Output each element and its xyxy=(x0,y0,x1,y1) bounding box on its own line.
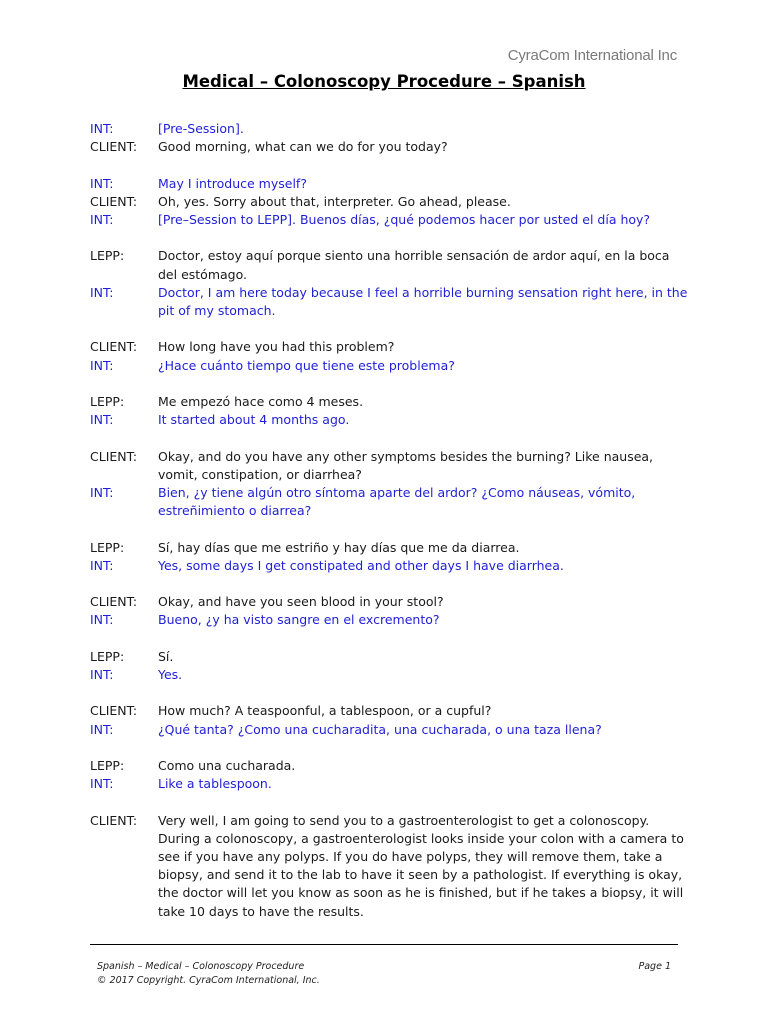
dialogue-group xyxy=(90,593,690,629)
dialogue-line xyxy=(90,120,690,138)
dialogue-line xyxy=(90,393,690,411)
dialogue-line xyxy=(90,484,690,520)
speaker-label: INT: xyxy=(90,412,114,428)
utterance-text: Me empezó hace como 4 meses. xyxy=(158,393,364,409)
dialogue-group xyxy=(90,757,690,793)
dialogue-line xyxy=(90,357,690,375)
dialogue-line xyxy=(90,757,690,775)
utterance-text: It started about 4 months ago. xyxy=(158,412,350,428)
dialogue-line xyxy=(90,702,690,720)
dialogue-line xyxy=(90,721,690,739)
speaker-label: LEPP: xyxy=(90,539,125,555)
utterance-text: ¿Hace cuánto tiempo que tiene este problema? xyxy=(158,357,455,373)
speaker-label: CLIENT: xyxy=(90,594,138,610)
dialogue-line xyxy=(90,193,690,211)
utterance-text: Doctor, I am here today because I feel a horrible burning sensation right here, in the pit of my stomach. xyxy=(158,284,688,318)
speaker-label: INT: xyxy=(90,284,114,300)
dialogue-line xyxy=(90,666,690,684)
dialogue-line xyxy=(90,812,690,921)
utterance-text: How much? A teaspoonful, a tablespoon, or a cupful? xyxy=(158,703,492,719)
utterance-text: Okay, and have you seen blood in your stool? xyxy=(158,594,444,610)
speaker-label: INT: xyxy=(90,484,114,500)
footer-page-number: Page 1 xyxy=(638,961,671,972)
transcript xyxy=(90,120,690,939)
speaker-label: LEPP: xyxy=(90,757,125,773)
utterance-text: Okay, and do you have any other symptoms besides the burning? Like nausea, vomit, constipation, or diarrhea? xyxy=(158,448,654,482)
dialogue-group xyxy=(90,702,690,738)
page-footer xyxy=(97,960,671,988)
dialogue-line xyxy=(90,284,690,320)
dialogue-line xyxy=(90,775,690,793)
utterance-text: Sí. xyxy=(158,648,174,664)
speaker-label: CLIENT: xyxy=(90,139,138,155)
dialogue-line xyxy=(90,611,690,629)
dialogue-line xyxy=(90,448,690,484)
dialogue-group xyxy=(90,247,690,320)
speaker-label: INT: xyxy=(90,357,114,373)
dialogue-group xyxy=(90,448,690,521)
utterance-text: Yes, some days I get constipated and other days I have diarrhea. xyxy=(158,557,564,573)
speaker-label: CLIENT: xyxy=(90,193,138,209)
speaker-label: INT: xyxy=(90,212,114,227)
dialogue-group xyxy=(90,120,690,156)
dialogue-group xyxy=(90,175,690,230)
footer-divider xyxy=(90,944,678,945)
dialogue-group xyxy=(90,393,690,429)
dialogue-line xyxy=(90,411,690,429)
speaker-label: INT: xyxy=(90,666,114,682)
utterance-text: Oh, yes. Sorry about that, interpreter. Go ahead, please. xyxy=(158,193,511,209)
dialogue-line xyxy=(90,175,690,193)
utterance-text: [Pre-Session]. xyxy=(158,121,244,136)
utterance-text: Bueno, ¿y ha visto sangre en el excremento? xyxy=(158,612,440,628)
dialogue-line xyxy=(90,138,690,156)
speaker-label: CLIENT: xyxy=(90,703,138,719)
dialogue-group xyxy=(90,539,690,575)
utterance-text: How long have you had this problem? xyxy=(158,339,395,355)
speaker-label: LEPP: xyxy=(90,648,125,664)
utterance-text: Yes. xyxy=(158,666,183,682)
utterance-text: [Pre–Session to LEPP]. Buenos días, ¿qué podemos hacer por usted el día hoy? xyxy=(158,212,651,227)
speaker-label: INT: xyxy=(90,612,114,628)
utterance-text: Como una cucharada. xyxy=(158,757,296,773)
dialogue-line xyxy=(90,648,690,666)
speaker-label: INT: xyxy=(90,121,114,136)
company-brand: CyraCom International Inc xyxy=(507,47,677,64)
utterance-text: ¿Qué tanta? ¿Como una cucharadita, una cucharada, o una taza llena? xyxy=(158,721,602,737)
speaker-label: CLIENT: xyxy=(90,812,138,828)
utterance-text: Bien, ¿y tiene algún otro síntoma aparte del ardor? ¿Como náuseas, vómito, estreñimiento o diarrea? xyxy=(158,484,636,519)
utterance-text: Like a tablespoon. xyxy=(158,776,272,792)
speaker-label: INT: xyxy=(90,175,114,191)
utterance-text: Good morning, what can we do for you today? xyxy=(158,139,448,155)
utterance-text: Doctor, estoy aquí porque siento una horrible sensación de ardor aquí, en la boca del estómago. xyxy=(158,248,670,282)
dialogue-line xyxy=(90,593,690,611)
dialogue-group xyxy=(90,338,690,374)
utterance-text: Sí, hay días que me estriño y hay días que me da diarrea. xyxy=(158,539,520,555)
speaker-label: INT: xyxy=(90,557,114,573)
dialogue-line xyxy=(90,211,690,229)
utterance-text: May I introduce myself? xyxy=(158,175,307,191)
speaker-label: INT: xyxy=(90,721,114,737)
footer-copyright: © 2017 Copyright. CyraCom International, Inc. xyxy=(97,975,320,986)
dialogue-line xyxy=(90,539,690,557)
dialogue-line xyxy=(90,557,690,575)
speaker-label: LEPP: xyxy=(90,393,125,409)
speaker-label: CLIENT: xyxy=(90,448,138,464)
speaker-label: LEPP: xyxy=(90,248,125,264)
dialogue-line xyxy=(90,247,690,283)
dialogue-group xyxy=(90,812,690,921)
document-title: Medical – Colonoscopy Procedure – Spanish xyxy=(182,72,586,91)
dialogue-group xyxy=(90,648,690,684)
speaker-label: INT: xyxy=(90,776,114,792)
dialogue-line xyxy=(90,338,690,356)
speaker-label: CLIENT: xyxy=(90,339,138,355)
footer-document-label: Spanish – Medical – Colonoscopy Procedure xyxy=(97,961,305,972)
utterance-text: Very well, I am going to send you to a gastroenterologist to get a colonoscopy. During a colonoscopy, a gastroenterologist looks inside your colon with a camera to see if you have any polyps. If you do have polyps, they will remove them, take a biopsy, and send it to the lab to have it seen by a pathologist. If everything is okay, the doctor will let you know as soon as he is finished, but if he takes a biopsy, it will take 10 days to have the results. xyxy=(158,812,684,919)
